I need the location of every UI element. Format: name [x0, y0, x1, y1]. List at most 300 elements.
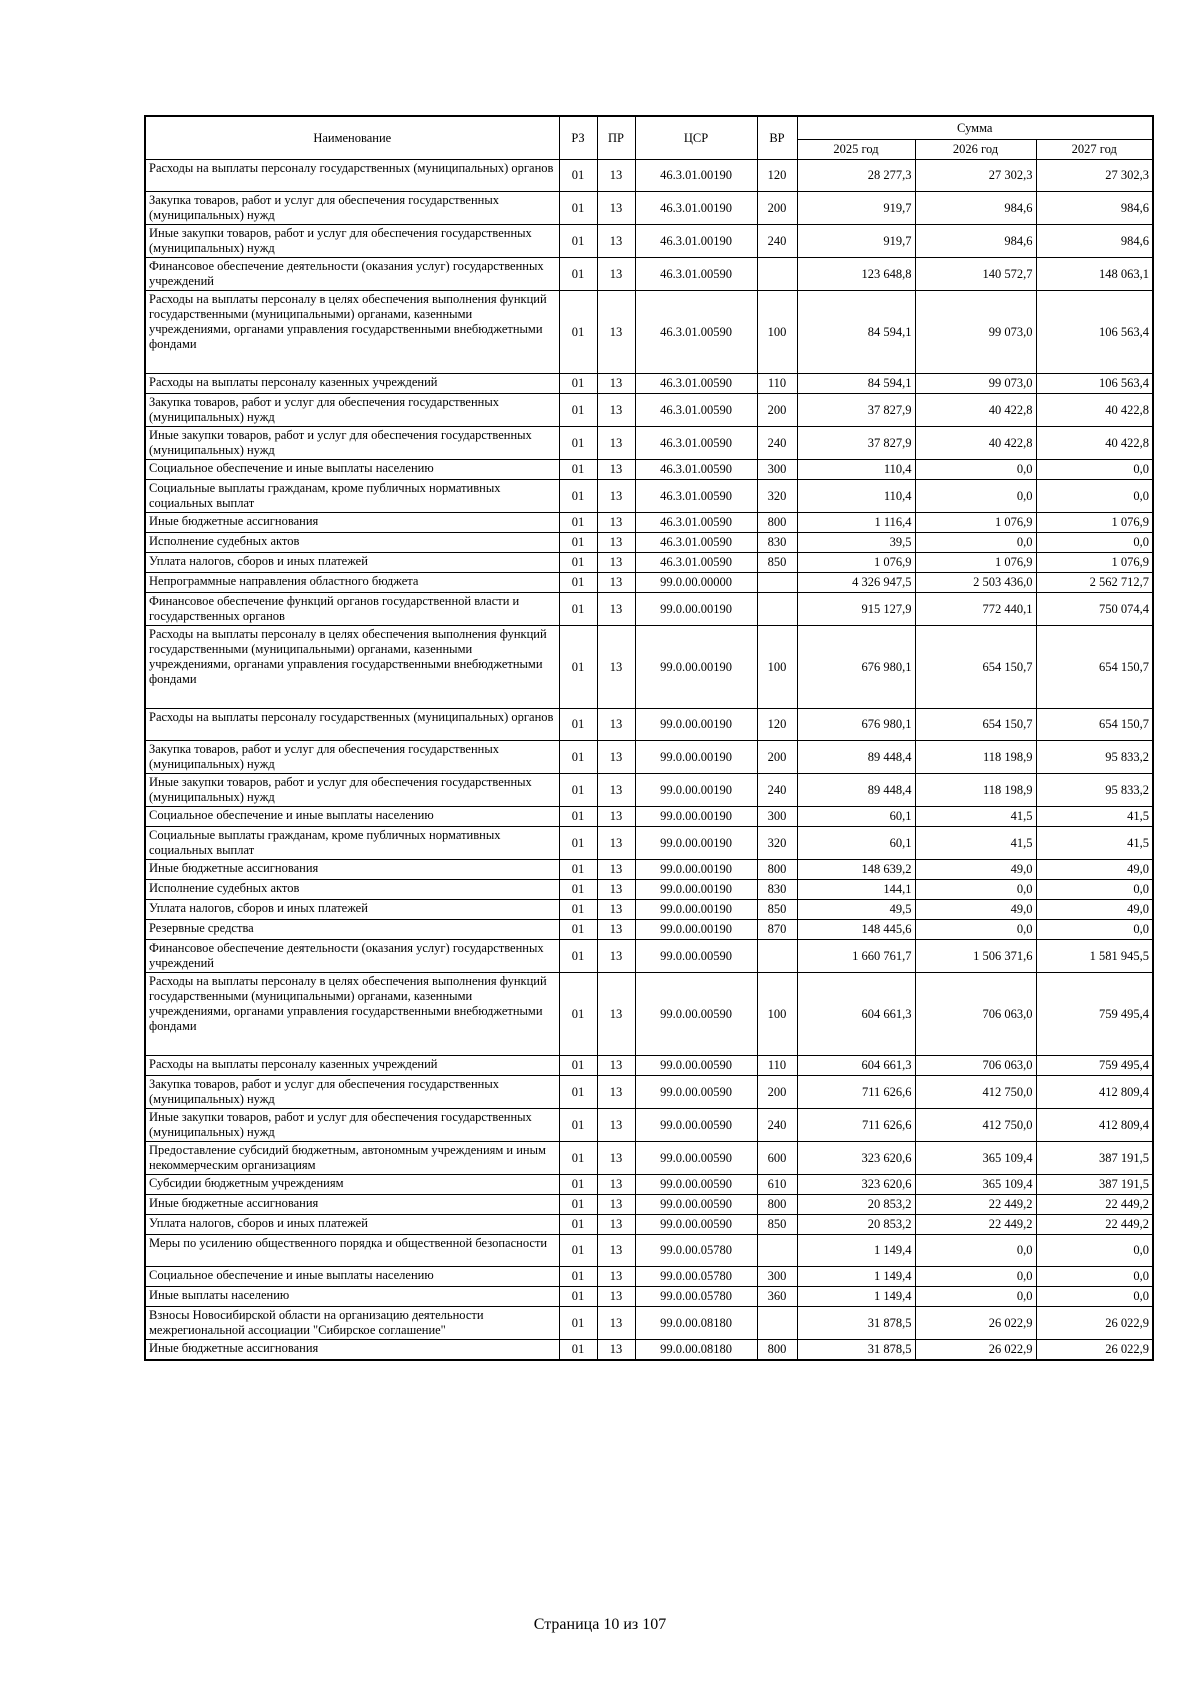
cell-rz: 01 [559, 1215, 597, 1235]
cell-rz: 01 [559, 774, 597, 807]
cell-2027: 148 063,1 [1036, 258, 1153, 291]
cell-rz: 01 [559, 920, 597, 940]
cell-csr: 46.3.01.00590 [635, 394, 757, 427]
cell-2025: 1 076,9 [797, 553, 915, 573]
cell-name: Финансовое обеспечение функций органов государственной власти и государственных органов [145, 593, 559, 626]
cell-csr: 99.0.00.00590 [635, 1195, 757, 1215]
cell-2026: 412 750,0 [915, 1109, 1036, 1142]
cell-2026: 118 198,9 [915, 741, 1036, 774]
cell-2026: 984,6 [915, 225, 1036, 258]
cell-name: Социальные выплаты гражданам, кроме публичных нормативных социальных выплат [145, 480, 559, 513]
cell-2025: 37 827,9 [797, 427, 915, 460]
cell-name: Закупка товаров, работ и услуг для обеспечения государственных (муниципальных) нужд [145, 192, 559, 225]
cell-2027: 0,0 [1036, 533, 1153, 553]
cell-name: Предоставление субсидий бюджетным, автономным учреждениям и иным некоммерческим организациям [145, 1142, 559, 1175]
cell-rz: 01 [559, 258, 597, 291]
cell-vr [757, 1235, 797, 1267]
cell-pr: 13 [597, 827, 635, 860]
table-row [145, 192, 1153, 225]
cell-2026: 49,0 [915, 860, 1036, 880]
cell-pr: 13 [597, 291, 635, 374]
cell-vr [757, 940, 797, 973]
cell-name: Исполнение судебных актов [145, 533, 559, 553]
cell-pr: 13 [597, 1307, 635, 1340]
cell-2026: 0,0 [915, 480, 1036, 513]
cell-name: Взносы Новосибирской области на организацию деятельности межрегиональной ассоциации "Сибирское соглашение" [145, 1307, 559, 1340]
cell-csr: 99.0.00.00190 [635, 900, 757, 920]
cell-name: Расходы на выплаты персоналу казенных учреждений [145, 1056, 559, 1076]
cell-vr: 800 [757, 860, 797, 880]
cell-vr: 200 [757, 192, 797, 225]
cell-csr: 46.3.01.00590 [635, 258, 757, 291]
cell-rz: 01 [559, 513, 597, 533]
cell-rz: 01 [559, 1056, 597, 1076]
cell-csr: 99.0.00.00000 [635, 573, 757, 593]
cell-2026: 99 073,0 [915, 291, 1036, 374]
cell-csr: 99.0.00.08180 [635, 1307, 757, 1340]
cell-name: Расходы на выплаты персоналу в целях обеспечения выполнения функций государственными (муниципальными) органами, казенными учреждениями, органами управления государственными внебюджетными фондами [145, 291, 559, 374]
cell-csr: 46.3.01.00590 [635, 480, 757, 513]
header-pr: ПР [597, 116, 635, 160]
header-vr: ВР [757, 116, 797, 160]
table-row [145, 394, 1153, 427]
cell-pr: 13 [597, 480, 635, 513]
cell-2027: 22 449,2 [1036, 1195, 1153, 1215]
cell-2027: 984,6 [1036, 192, 1153, 225]
header-year-2025: 2025 год [797, 140, 915, 160]
cell-2026: 365 109,4 [915, 1142, 1036, 1175]
cell-vr: 120 [757, 160, 797, 192]
table-row [145, 1307, 1153, 1340]
cell-csr: 99.0.00.00190 [635, 807, 757, 827]
cell-2027: 49,0 [1036, 900, 1153, 920]
cell-2025: 1 116,4 [797, 513, 915, 533]
cell-rz: 01 [559, 533, 597, 553]
table-row [145, 460, 1153, 480]
cell-csr: 99.0.00.00590 [635, 1076, 757, 1109]
cell-pr: 13 [597, 1109, 635, 1142]
cell-name: Закупка товаров, работ и услуг для обеспечения государственных (муниципальных) нужд [145, 394, 559, 427]
cell-rz: 01 [559, 1175, 597, 1195]
cell-2026: 0,0 [915, 1235, 1036, 1267]
cell-2026: 41,5 [915, 807, 1036, 827]
cell-2027: 0,0 [1036, 1287, 1153, 1307]
cell-2025: 110,4 [797, 460, 915, 480]
cell-rz: 01 [559, 860, 597, 880]
cell-name: Иные бюджетные ассигнования [145, 860, 559, 880]
header-year-2027: 2027 год [1036, 140, 1153, 160]
cell-2027: 654 150,7 [1036, 709, 1153, 741]
cell-vr: 200 [757, 1076, 797, 1109]
cell-pr: 13 [597, 1195, 635, 1215]
table-row [145, 900, 1153, 920]
cell-2027: 412 809,4 [1036, 1109, 1153, 1142]
cell-pr: 13 [597, 880, 635, 900]
cell-rz: 01 [559, 1109, 597, 1142]
cell-2027: 41,5 [1036, 827, 1153, 860]
table-row [145, 258, 1153, 291]
table-row [145, 709, 1153, 741]
cell-2026: 0,0 [915, 460, 1036, 480]
cell-2026: 1 076,9 [915, 553, 1036, 573]
cell-csr: 99.0.00.00590 [635, 973, 757, 1056]
cell-name: Уплата налогов, сборов и иных платежей [145, 1215, 559, 1235]
cell-csr: 99.0.00.00590 [635, 1109, 757, 1142]
cell-pr: 13 [597, 593, 635, 626]
cell-pr: 13 [597, 374, 635, 394]
cell-csr: 46.3.01.00190 [635, 160, 757, 192]
cell-2027: 0,0 [1036, 1235, 1153, 1267]
cell-vr: 600 [757, 1142, 797, 1175]
cell-2027: 0,0 [1036, 1267, 1153, 1287]
table-row [145, 1235, 1153, 1267]
cell-rz: 01 [559, 593, 597, 626]
cell-rz: 01 [559, 1287, 597, 1307]
cell-2026: 654 150,7 [915, 709, 1036, 741]
cell-pr: 13 [597, 192, 635, 225]
cell-2025: 676 980,1 [797, 709, 915, 741]
cell-csr: 99.0.00.05780 [635, 1235, 757, 1267]
table-row [145, 427, 1153, 460]
cell-rz: 01 [559, 1142, 597, 1175]
cell-vr [757, 593, 797, 626]
cell-csr: 99.0.00.00190 [635, 920, 757, 940]
cell-2025: 676 980,1 [797, 626, 915, 709]
cell-name: Социальные выплаты гражданам, кроме публичных нормативных социальных выплат [145, 827, 559, 860]
cell-2027: 49,0 [1036, 860, 1153, 880]
cell-rz: 01 [559, 192, 597, 225]
cell-2025: 37 827,9 [797, 394, 915, 427]
cell-rz: 01 [559, 427, 597, 460]
table-row [145, 1056, 1153, 1076]
cell-vr: 300 [757, 807, 797, 827]
cell-2026: 706 063,0 [915, 1056, 1036, 1076]
cell-rz: 01 [559, 1195, 597, 1215]
table-row [145, 1109, 1153, 1142]
cell-2027: 41,5 [1036, 807, 1153, 827]
cell-pr: 13 [597, 1175, 635, 1195]
cell-2026: 0,0 [915, 920, 1036, 940]
cell-pr: 13 [597, 807, 635, 827]
cell-2025: 144,1 [797, 880, 915, 900]
cell-2027: 2 562 712,7 [1036, 573, 1153, 593]
table-row [145, 827, 1153, 860]
cell-2027: 1 076,9 [1036, 513, 1153, 533]
cell-2027: 750 074,4 [1036, 593, 1153, 626]
cell-csr: 46.3.01.00590 [635, 533, 757, 553]
cell-csr: 99.0.00.00190 [635, 827, 757, 860]
table-row [145, 973, 1153, 1056]
cell-name: Иные закупки товаров, работ и услуг для обеспечения государственных (муниципальных) нужд [145, 774, 559, 807]
cell-2026: 365 109,4 [915, 1175, 1036, 1195]
cell-vr: 800 [757, 1195, 797, 1215]
cell-pr: 13 [597, 573, 635, 593]
cell-pr: 13 [597, 1235, 635, 1267]
cell-2025: 60,1 [797, 807, 915, 827]
table-row [145, 1195, 1153, 1215]
cell-csr: 99.0.00.00590 [635, 940, 757, 973]
cell-rz: 01 [559, 709, 597, 741]
cell-2025: 20 853,2 [797, 1195, 915, 1215]
cell-vr: 100 [757, 626, 797, 709]
cell-2025: 323 620,6 [797, 1175, 915, 1195]
cell-vr: 850 [757, 553, 797, 573]
table-row [145, 920, 1153, 940]
cell-name: Социальное обеспечение и иные выплаты населению [145, 807, 559, 827]
cell-csr: 99.0.00.00190 [635, 880, 757, 900]
cell-rz: 01 [559, 1267, 597, 1287]
cell-2025: 60,1 [797, 827, 915, 860]
cell-csr: 46.3.01.00590 [635, 374, 757, 394]
table-row [145, 553, 1153, 573]
cell-rz: 01 [559, 1076, 597, 1109]
cell-name: Иные закупки товаров, работ и услуг для обеспечения государственных (муниципальных) нужд [145, 1109, 559, 1142]
cell-2026: 0,0 [915, 1267, 1036, 1287]
cell-csr: 46.3.01.00590 [635, 460, 757, 480]
cell-csr: 46.3.01.00590 [635, 513, 757, 533]
cell-vr: 850 [757, 1215, 797, 1235]
header-csr: ЦСР [635, 116, 757, 160]
cell-pr: 13 [597, 225, 635, 258]
table-row [145, 1175, 1153, 1195]
cell-pr: 13 [597, 1142, 635, 1175]
cell-2025: 28 277,3 [797, 160, 915, 192]
cell-pr: 13 [597, 427, 635, 460]
cell-pr: 13 [597, 709, 635, 741]
cell-rz: 01 [559, 460, 597, 480]
header-year-2026: 2026 год [915, 140, 1036, 160]
cell-2026: 40 422,8 [915, 394, 1036, 427]
cell-2025: 711 626,6 [797, 1109, 915, 1142]
table-row [145, 480, 1153, 513]
cell-vr: 120 [757, 709, 797, 741]
cell-vr: 110 [757, 1056, 797, 1076]
cell-2026: 26 022,9 [915, 1340, 1036, 1360]
cell-name: Иные бюджетные ассигнования [145, 1195, 559, 1215]
cell-rz: 01 [559, 291, 597, 374]
cell-pr: 13 [597, 1056, 635, 1076]
cell-vr: 800 [757, 1340, 797, 1360]
cell-rz: 01 [559, 827, 597, 860]
header-sum: Сумма [797, 116, 1153, 140]
cell-name: Иные закупки товаров, работ и услуг для обеспечения государственных (муниципальных) нужд [145, 427, 559, 460]
cell-2026: 27 302,3 [915, 160, 1036, 192]
cell-name: Финансовое обеспечение деятельности (оказания услуг) государственных учреждений [145, 940, 559, 973]
cell-csr: 99.0.00.00190 [635, 741, 757, 774]
cell-csr: 46.3.01.00190 [635, 192, 757, 225]
cell-2025: 89 448,4 [797, 741, 915, 774]
cell-2027: 27 302,3 [1036, 160, 1153, 192]
cell-rz: 01 [559, 973, 597, 1056]
cell-rz: 01 [559, 553, 597, 573]
cell-rz: 01 [559, 940, 597, 973]
cell-rz: 01 [559, 807, 597, 827]
cell-2027: 0,0 [1036, 880, 1153, 900]
cell-csr: 99.0.00.00190 [635, 626, 757, 709]
cell-vr: 240 [757, 1109, 797, 1142]
cell-pr: 13 [597, 774, 635, 807]
cell-rz: 01 [559, 626, 597, 709]
cell-2025: 1 660 761,7 [797, 940, 915, 973]
cell-2025: 31 878,5 [797, 1340, 915, 1360]
cell-rz: 01 [559, 160, 597, 192]
cell-2027: 26 022,9 [1036, 1307, 1153, 1340]
cell-vr [757, 573, 797, 593]
cell-2026: 26 022,9 [915, 1307, 1036, 1340]
cell-name: Расходы на выплаты персоналу государственных (муниципальных) органов [145, 709, 559, 741]
cell-pr: 13 [597, 940, 635, 973]
cell-pr: 13 [597, 533, 635, 553]
page-number: Страница 10 из 107 [533, 1616, 667, 1633]
cell-name: Финансовое обеспечение деятельности (оказания услуг) государственных учреждений [145, 258, 559, 291]
cell-2026: 22 449,2 [915, 1195, 1036, 1215]
cell-2027: 387 191,5 [1036, 1175, 1153, 1195]
cell-2027: 0,0 [1036, 460, 1153, 480]
cell-name: Иные бюджетные ассигнования [145, 513, 559, 533]
cell-vr: 200 [757, 741, 797, 774]
table-row [145, 860, 1153, 880]
cell-vr: 240 [757, 774, 797, 807]
cell-pr: 13 [597, 900, 635, 920]
cell-2025: 604 661,3 [797, 973, 915, 1056]
cell-name: Уплата налогов, сборов и иных платежей [145, 900, 559, 920]
cell-2025: 323 620,6 [797, 1142, 915, 1175]
header-name: Наименование [145, 116, 559, 160]
cell-vr: 300 [757, 1267, 797, 1287]
cell-2027: 95 833,2 [1036, 774, 1153, 807]
cell-2027: 26 022,9 [1036, 1340, 1153, 1360]
cell-2027: 106 563,4 [1036, 291, 1153, 374]
cell-2027: 0,0 [1036, 480, 1153, 513]
cell-rz: 01 [559, 880, 597, 900]
cell-rz: 01 [559, 573, 597, 593]
table-row [145, 573, 1153, 593]
cell-2025: 1 149,4 [797, 1267, 915, 1287]
cell-csr: 99.0.00.08180 [635, 1340, 757, 1360]
table-row [145, 1076, 1153, 1109]
cell-2027: 0,0 [1036, 920, 1153, 940]
cell-name: Непрограммные направления областного бюджета [145, 573, 559, 593]
table-body [145, 160, 1153, 1360]
cell-2026: 706 063,0 [915, 973, 1036, 1056]
cell-pr: 13 [597, 258, 635, 291]
table-row [145, 741, 1153, 774]
cell-vr: 320 [757, 480, 797, 513]
cell-2025: 148 639,2 [797, 860, 915, 880]
cell-pr: 13 [597, 553, 635, 573]
cell-2026: 1 076,9 [915, 513, 1036, 533]
cell-2027: 106 563,4 [1036, 374, 1153, 394]
cell-name: Уплата налогов, сборов и иных платежей [145, 553, 559, 573]
table-row [145, 1142, 1153, 1175]
cell-rz: 01 [559, 1235, 597, 1267]
cell-2025: 148 445,6 [797, 920, 915, 940]
cell-2027: 40 422,8 [1036, 394, 1153, 427]
cell-2027: 22 449,2 [1036, 1215, 1153, 1235]
cell-csr: 99.0.00.00190 [635, 860, 757, 880]
cell-csr: 99.0.00.00590 [635, 1215, 757, 1235]
budget-table [144, 115, 1154, 1361]
cell-2026: 0,0 [915, 1287, 1036, 1307]
cell-name: Резервные средства [145, 920, 559, 940]
cell-csr: 99.0.00.00190 [635, 709, 757, 741]
table-row [145, 160, 1153, 192]
cell-name: Расходы на выплаты персоналу казенных учреждений [145, 374, 559, 394]
cell-csr: 99.0.00.00590 [635, 1056, 757, 1076]
cell-2027: 654 150,7 [1036, 626, 1153, 709]
cell-rz: 01 [559, 225, 597, 258]
cell-name: Субсидии бюджетным учреждениям [145, 1175, 559, 1195]
cell-2026: 140 572,7 [915, 258, 1036, 291]
cell-rz: 01 [559, 1340, 597, 1360]
table-row [145, 225, 1153, 258]
cell-pr: 13 [597, 513, 635, 533]
cell-2025: 31 878,5 [797, 1307, 915, 1340]
cell-2027: 387 191,5 [1036, 1142, 1153, 1175]
table-header [145, 116, 1153, 160]
cell-vr: 100 [757, 973, 797, 1056]
table-row [145, 807, 1153, 827]
cell-2025: 84 594,1 [797, 374, 915, 394]
cell-vr: 830 [757, 533, 797, 553]
cell-name: Социальное обеспечение и иные выплаты населению [145, 460, 559, 480]
cell-csr: 99.0.00.00590 [635, 1142, 757, 1175]
cell-2025: 915 127,9 [797, 593, 915, 626]
cell-vr: 240 [757, 225, 797, 258]
cell-csr: 99.0.00.00590 [635, 1175, 757, 1195]
cell-2025: 20 853,2 [797, 1215, 915, 1235]
cell-name: Закупка товаров, работ и услуг для обеспечения государственных (муниципальных) нужд [145, 1076, 559, 1109]
cell-csr: 99.0.00.05780 [635, 1287, 757, 1307]
cell-2027: 95 833,2 [1036, 741, 1153, 774]
cell-pr: 13 [597, 460, 635, 480]
cell-2026: 0,0 [915, 533, 1036, 553]
cell-2026: 40 422,8 [915, 427, 1036, 460]
cell-2026: 772 440,1 [915, 593, 1036, 626]
cell-vr: 870 [757, 920, 797, 940]
cell-vr: 300 [757, 460, 797, 480]
cell-2025: 89 448,4 [797, 774, 915, 807]
cell-pr: 13 [597, 1340, 635, 1360]
cell-2026: 118 198,9 [915, 774, 1036, 807]
cell-2025: 39,5 [797, 533, 915, 553]
cell-csr: 46.3.01.00590 [635, 427, 757, 460]
cell-csr: 46.3.01.00590 [635, 291, 757, 374]
cell-2027: 759 495,4 [1036, 1056, 1153, 1076]
cell-2025: 919,7 [797, 192, 915, 225]
cell-name: Меры по усилению общественного порядка и общественной безопасности [145, 1235, 559, 1267]
cell-rz: 01 [559, 480, 597, 513]
cell-2027: 1 581 945,5 [1036, 940, 1153, 973]
cell-name: Исполнение судебных актов [145, 880, 559, 900]
cell-pr: 13 [597, 1215, 635, 1235]
cell-pr: 13 [597, 1267, 635, 1287]
cell-pr: 13 [597, 394, 635, 427]
cell-name: Расходы на выплаты персоналу в целях обеспечения выполнения функций государственными (муниципальными) органами, казенными учреждениями, органами управления государственными внебюджетными фондами [145, 626, 559, 709]
table-row [145, 1215, 1153, 1235]
cell-vr: 110 [757, 374, 797, 394]
cell-rz: 01 [559, 374, 597, 394]
cell-pr: 13 [597, 160, 635, 192]
cell-pr: 13 [597, 1076, 635, 1109]
cell-pr: 13 [597, 741, 635, 774]
cell-2025: 49,5 [797, 900, 915, 920]
cell-2026: 22 449,2 [915, 1215, 1036, 1235]
cell-2025: 123 648,8 [797, 258, 915, 291]
cell-2025: 1 149,4 [797, 1235, 915, 1267]
cell-csr: 99.0.00.05780 [635, 1267, 757, 1287]
cell-name: Расходы на выплаты персоналу в целях обеспечения выполнения функций государственными (муниципальными) органами, казенными учреждениями, органами управления государственными внебюджетными фондами [145, 973, 559, 1056]
